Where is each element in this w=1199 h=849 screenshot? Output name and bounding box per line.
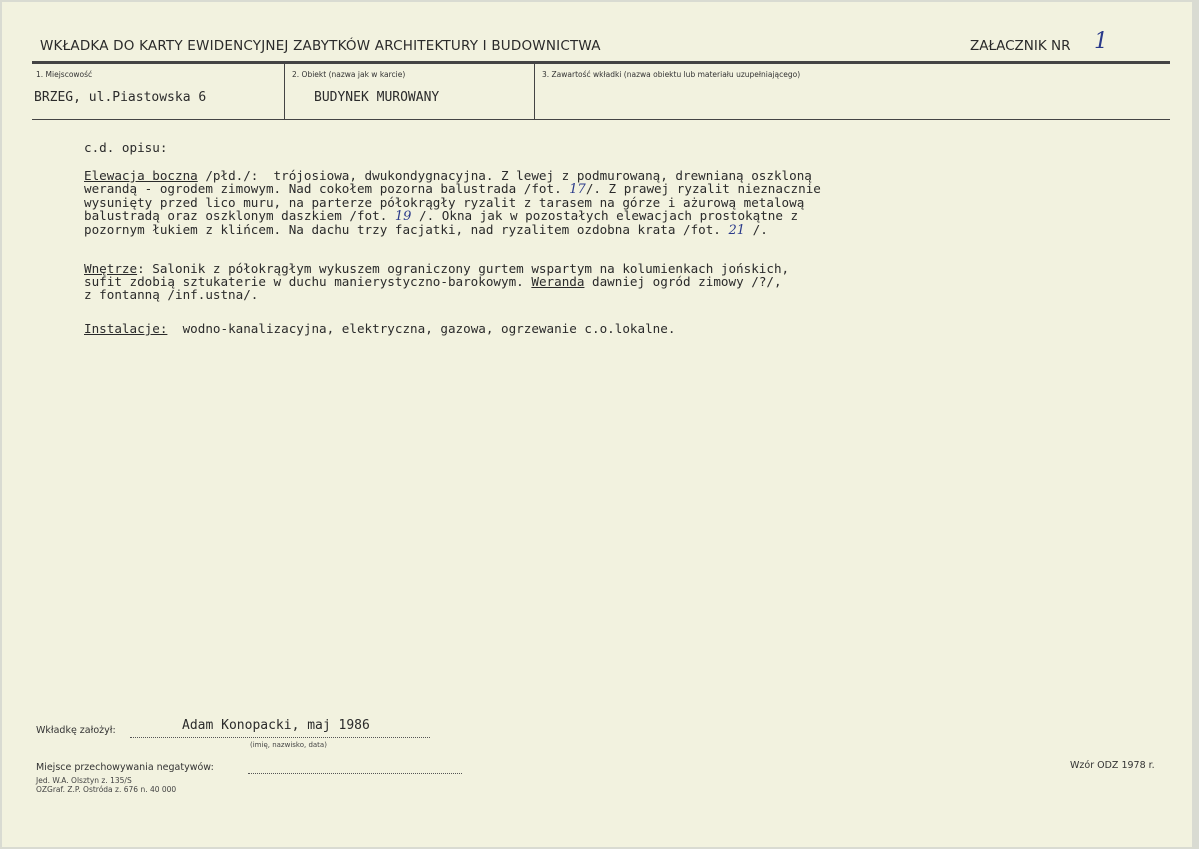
annex-number: 1 bbox=[1094, 29, 1108, 54]
author-hint: (imię, nazwisko, data) bbox=[250, 741, 327, 749]
locality-value: BRZEG, ul.Piastowska 6 bbox=[34, 90, 207, 105]
form-title: WKŁADKA DO KARTY EWIDENCYJNEJ ZABYTKÓW ARCHITEKTURY I BUDOWNICTWA bbox=[40, 38, 601, 54]
content-label: 3. Zawartość wkładki (nazwa obiektu lub materiału uzupełniającego) bbox=[542, 70, 801, 79]
negatives-dotted-line bbox=[248, 773, 462, 774]
author-value: Adam Konopacki, maj 1986 bbox=[182, 718, 370, 733]
interior-line: dawniej ogród zimowy /?/, bbox=[584, 274, 782, 289]
print-line: Jed. W.A. Olsztyn z. 135/S bbox=[36, 776, 132, 785]
elevation-line: werandą - ogrodem zimowym. Nad cokołem pozorna balustrada /fot. bbox=[84, 181, 562, 196]
object-value: BUDYNEK MUROWANY bbox=[314, 90, 440, 105]
negatives-label: Miejsce przechowywania negatywów: bbox=[36, 762, 214, 773]
print-info bbox=[36, 776, 176, 794]
author-label: Wkładkę założył: bbox=[36, 725, 116, 736]
installations-heading: Instalacje: bbox=[84, 321, 168, 336]
interior-line: : Salonik z półokrągłym wykuszem ograniczony gurtem wspartym na kolumienkach jońskich, bbox=[137, 261, 790, 276]
form-model: Wzór ODZ 1978 r. bbox=[1070, 760, 1155, 771]
elevation-line: /. bbox=[752, 222, 768, 237]
header-rule bbox=[32, 61, 1170, 64]
veranda-heading: Weranda bbox=[531, 274, 585, 289]
elevation-line: /płd./: trójosiowa, dwukondygnacyjna. Z lewej z podmurowaną, drewnianą oszkloną bbox=[197, 168, 812, 183]
elevation-line: /. Okna jak w pozostałych elewacjach prostokątne z bbox=[419, 208, 799, 223]
installations-paragraph bbox=[84, 322, 675, 335]
annex-label: ZAŁACZNIK NR bbox=[970, 38, 1071, 54]
figure-ref: 21 bbox=[728, 223, 746, 238]
author-dotted-line bbox=[130, 737, 430, 738]
installations-text: wodno-kanalizacyjna, elektryczna, gazowa, ogrzewanie c.o.lokalne. bbox=[167, 321, 676, 336]
field-divider bbox=[284, 64, 285, 120]
print-line: OZGraf. Z.P. Ostróda z. 676 n. 40 000 bbox=[36, 785, 177, 794]
locality-label: 1. Miejscowość bbox=[36, 70, 93, 79]
fields-rule bbox=[32, 119, 1170, 120]
elevation-line: balustradą oraz oszklonym daszkiem /fot. bbox=[84, 208, 388, 223]
elevation-paragraph bbox=[84, 169, 821, 237]
interior-line: z fontanną /inf.ustna/. bbox=[84, 287, 259, 302]
elevation-line: wysunięty przed lico muru, na parterze półokrągły ryzalit z tarasem na górze i ażurową metalową bbox=[84, 195, 805, 210]
figure-ref: 19 bbox=[394, 209, 412, 224]
elevation-line: pozornym łukiem z klińcem. Na dachu trzy facjatki, nad ryzalitem ozdobna krata /fot. bbox=[84, 222, 721, 237]
form-sheet bbox=[2, 2, 1192, 847]
intro-text: c.d. opisu: bbox=[84, 140, 168, 155]
elevation-heading: Elewacja boczna bbox=[84, 168, 198, 183]
elevation-line: /. Z prawej ryzalit nieznacznie bbox=[585, 181, 821, 196]
interior-paragraph bbox=[84, 262, 789, 301]
object-label: 2. Obiekt (nazwa jak w karcie) bbox=[292, 70, 406, 79]
interior-heading: Wnętrze bbox=[84, 261, 138, 276]
figure-ref: 17 bbox=[569, 182, 586, 197]
field-divider bbox=[534, 64, 535, 120]
interior-line: sufit zdobią sztukaterie w duchu manierystyczno-barokowym. bbox=[84, 274, 524, 289]
